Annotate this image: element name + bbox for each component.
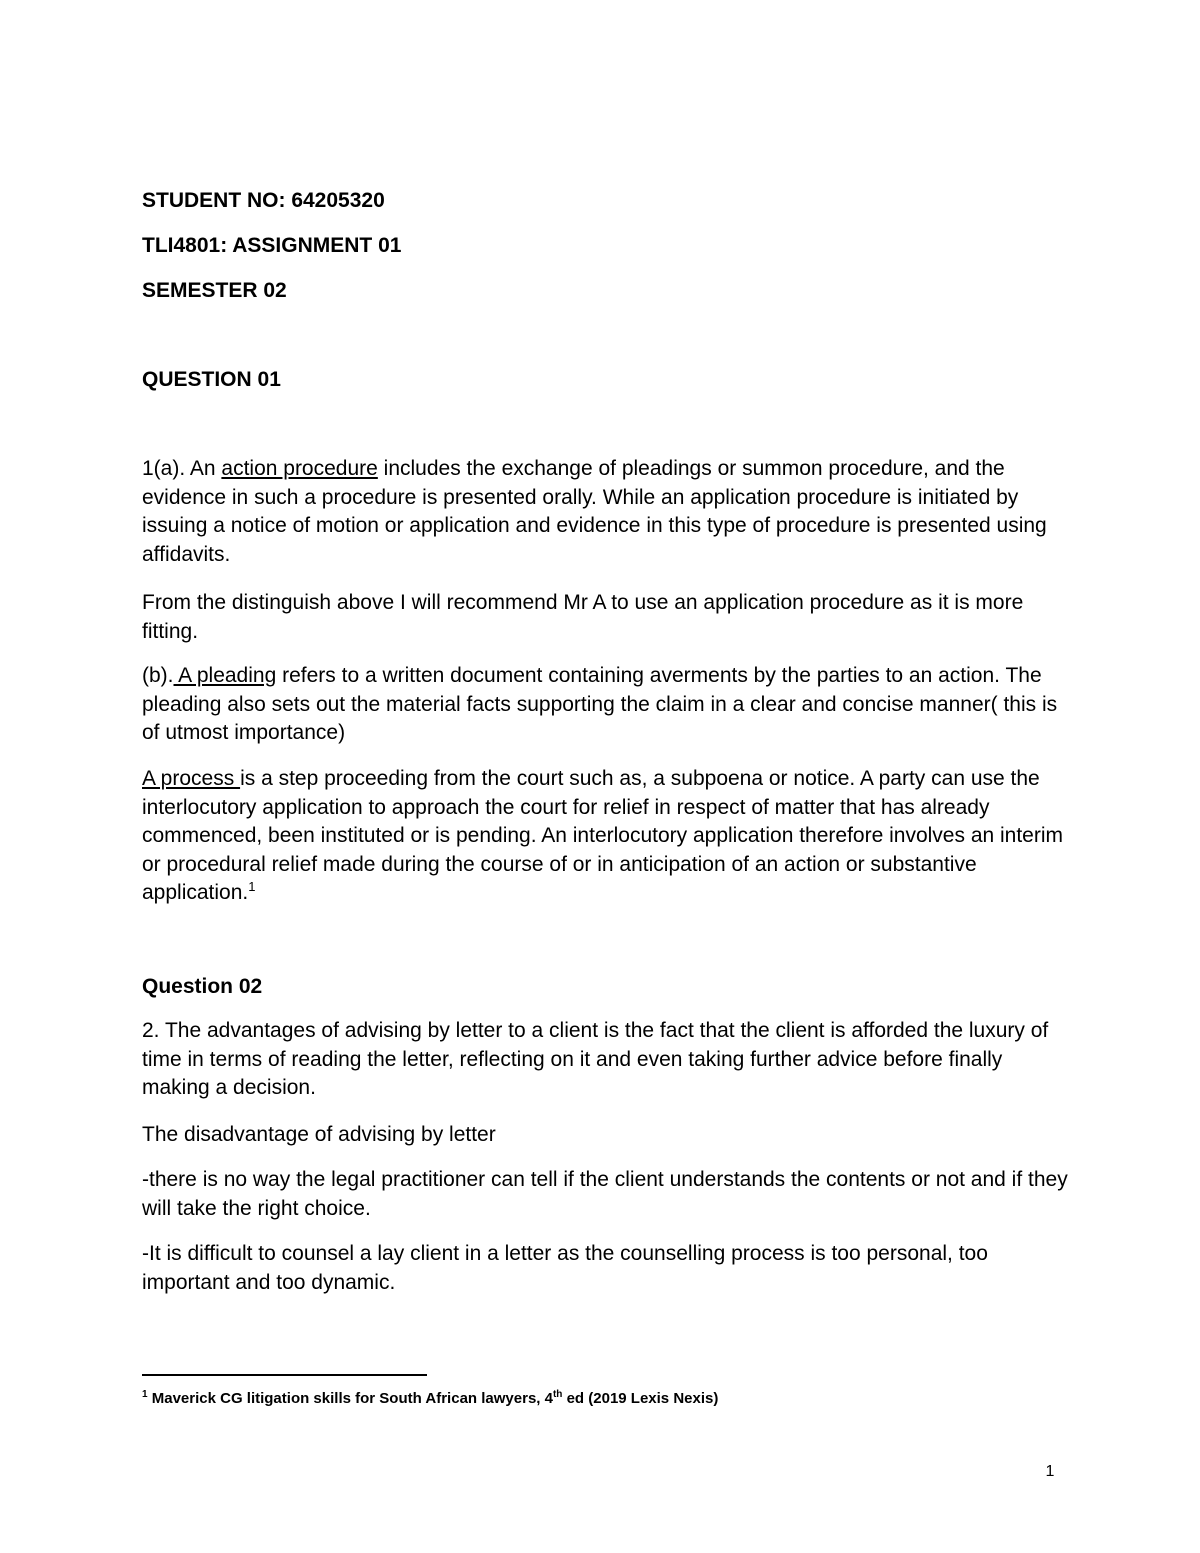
student-number: STUDENT NO: 64205320 bbox=[142, 189, 385, 212]
footnote-ordinal: th bbox=[552, 1389, 563, 1400]
q1-paragraph-recommendation: From the distinguish above I will recommend Mr A to use an application procedure as it is more fitting. bbox=[142, 591, 1024, 643]
question-01-heading: QUESTION 01 bbox=[142, 368, 281, 391]
q2-paragraph-disadvantage-heading: The disadvantage of advising by letter bbox=[142, 1123, 496, 1146]
q1-p1-prefix: 1(a). An bbox=[142, 457, 222, 480]
assignment-title: TLI4801: ASSIGNMENT 01 bbox=[142, 234, 402, 257]
q1-p3-rest: refers to a written document containing averments by the parties to an action. The pleading also sets out the material facts supporting the claim in a clear and concise manner( this is of utmost importance) bbox=[142, 664, 1058, 745]
page-number: 1 bbox=[1045, 1463, 1055, 1480]
q1-p1-rest: includes the exchange of pleadings or summon procedure, and the evidence in such a procedure is presented orally. While an application procedure is initiated by issuing a notice of motion or application and evidence in this type of procedure is presented using affidavits. bbox=[142, 457, 1047, 566]
q2-paragraph-disadvantage-2: -It is difficult to counsel a lay client in a letter as the counselling process is too personal, too important and too dynamic. bbox=[142, 1242, 988, 1294]
footnote-text-end: ed (2019 Lexis Nexis) bbox=[562, 1390, 719, 1407]
term-process: A process bbox=[142, 767, 241, 790]
footnote-marker: 1 bbox=[142, 1389, 148, 1400]
q1-p4-rest: is a step proceeding from the court such as, a subpoena or notice. A party can use the interlocutory application to approach the court for relief in respect of matter that has already commenced, been instituted or is pending. An interlocutory application therefore involves an interim or procedural relief made during the course of or in anticipation of an action or substantive application. bbox=[142, 767, 1064, 905]
footnote-text: Maverick CG litigation skills for South African lawyers, 4 bbox=[147, 1390, 553, 1407]
q1-p3-prefix: (b). bbox=[142, 664, 174, 687]
footnote bbox=[142, 1388, 1072, 1410]
footnote-reference: 1 bbox=[248, 879, 256, 895]
q2-paragraph-advantages: 2. The advantages of advising by letter to a client is the fact that the client is afforded the luxury of time in terms of reading the letter, reflecting on it and even taking further advice before finally making a decision. bbox=[142, 1019, 1049, 1100]
term-action-procedure: action procedure bbox=[221, 457, 378, 480]
term-pleading: A pleading bbox=[173, 664, 277, 687]
q1-paragraph-action-procedure bbox=[142, 455, 1072, 569]
question-02-heading: Question 02 bbox=[142, 975, 263, 998]
q2-paragraph-disadvantage-1: -there is no way the legal practitioner can tell if the client understands the contents or not and if they will take the right choice. bbox=[142, 1168, 1068, 1220]
semester-label: SEMESTER 02 bbox=[142, 279, 287, 302]
q1-paragraph-pleading bbox=[142, 662, 1072, 748]
q1-paragraph-process bbox=[142, 765, 1072, 908]
footnote-separator bbox=[142, 1374, 427, 1376]
